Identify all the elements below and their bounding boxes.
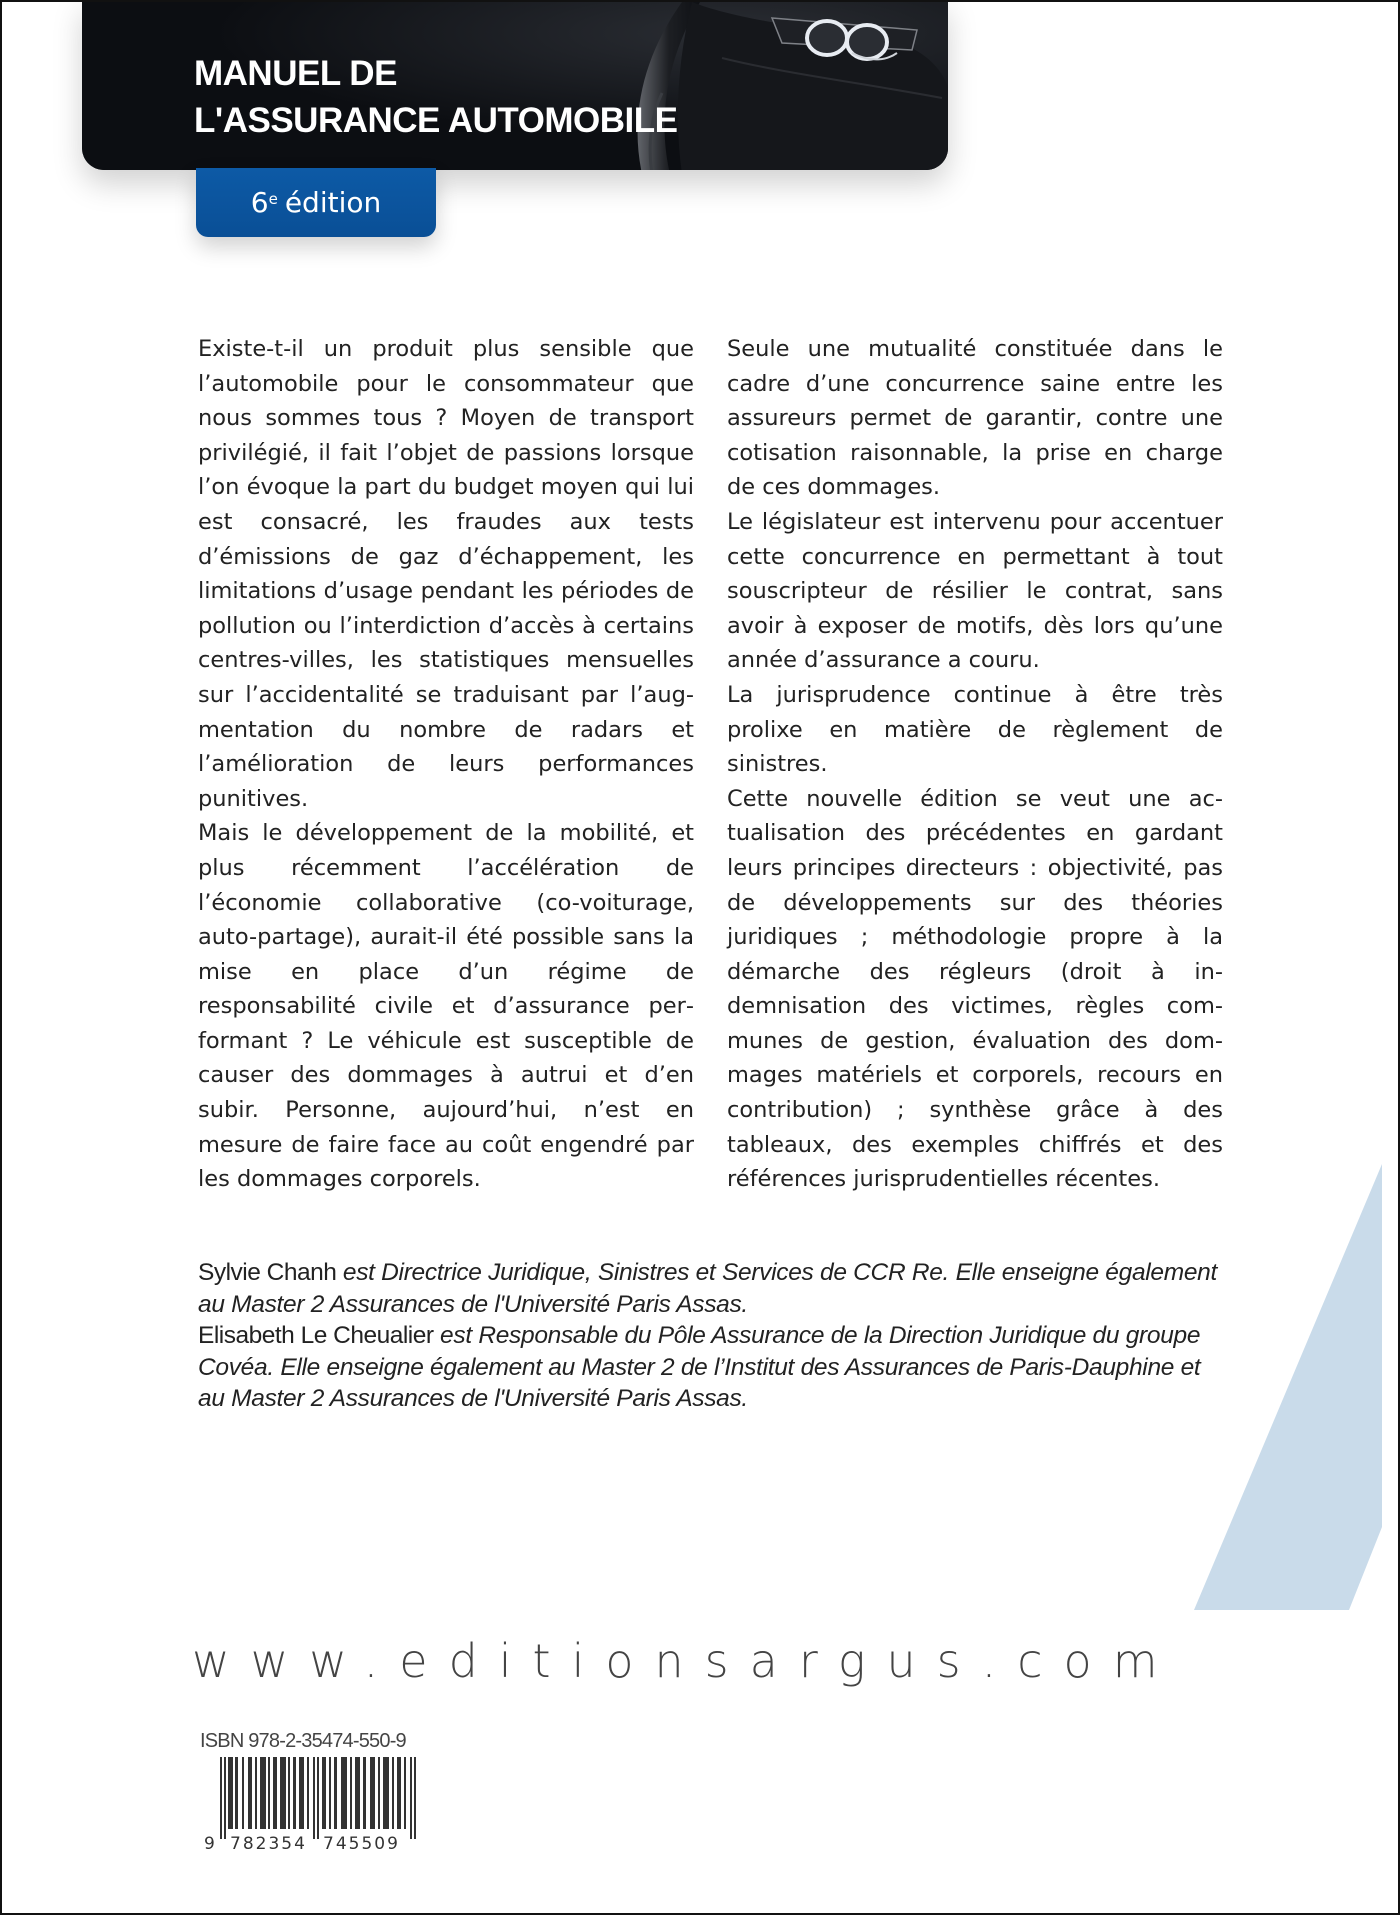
edition-superscript: e xyxy=(268,189,278,208)
author-name: Sylvie Chanh xyxy=(198,1259,337,1286)
blurb-paragraph: Le législateur est intervenu pour accentuer cette concurrence en permettant à tout souscripteur de résilier le contrat, sans avoir à exposer de motifs, dès lors qu’une année d’assurance a couru. xyxy=(727,508,1223,674)
title-line-2: L'ASSURANCE AUTOMOBILE xyxy=(194,101,678,140)
blurb-paragraph: Seule une mutualité constituée dans le cadre d’une concurrence saine entre les assureurs permet de garantir, contre une cotisation raisonnable, la prise en charge de ces dommages. xyxy=(727,336,1223,501)
barcode-lead-digit: 9 xyxy=(204,1834,215,1854)
barcode-digits-right: 745509 xyxy=(323,1834,400,1854)
title-line-1: MANUEL DE xyxy=(194,54,397,93)
blurb-right-column xyxy=(727,332,1223,1197)
author-bio xyxy=(198,1320,1223,1415)
book-title xyxy=(194,50,677,144)
barcode-icon xyxy=(200,1757,440,1857)
blurb-left-column xyxy=(198,332,694,1197)
header-banner xyxy=(82,0,948,170)
blurb-paragraph: La jurisprudence continue à être très prolixe en matière de règlement de sinistres. xyxy=(727,681,1223,778)
author-description: est Directrice Juridique, Sinistres et Services de CCR Re. Elle enseigne également au Master 2 Assurances de l'Université Paris Assas. xyxy=(198,1259,1218,1318)
isbn-label: ISBN 978-2-35474-550-9 xyxy=(200,1730,406,1752)
publisher-website: www.editionsargus.com xyxy=(192,1634,1179,1688)
author-bio xyxy=(198,1257,1223,1320)
edition-label: édition xyxy=(284,186,382,219)
author-description: est Responsable du Pôle Assurance de la Direction Juridique du groupe Covéa. Elle enseigne également au Master 2 de l’Institut des Assurances de Paris-Dauphine et au Master 2 Assurances de l'Université Paris Assas. xyxy=(198,1322,1201,1412)
edition-badge xyxy=(196,168,436,237)
blurb-paragraph: Cette nouvelle édition se veut une actualisation des précédentes en gardant leurs principes directeurs : objectivité, pas de développements sur des théories juridiques ; méthodologie propre à la démarche des régleurs (droit à indemnisation des victimes, règles communes de gestion, évaluation des dommages matériels et corporels, recours en contribution) ; synthèse grâce à des tableaux, des exemples chiffrés et des références jurisprudentielles récentes. xyxy=(727,785,1223,1193)
edition-number: 6 xyxy=(250,186,269,219)
barcode-digits-left: 782354 xyxy=(230,1834,307,1854)
author-name: Elisabeth Le Cheualier xyxy=(198,1322,434,1349)
author-bios xyxy=(198,1257,1223,1415)
blurb-paragraph: Mais le développement de la mobilité, et plus récemment l’accélération de l’économie collaborative (co-voiturage, auto-partage), aurait-il été possible sans la mise en place d’un régime de responsabilité civile et d’assurance performant ? Le véhicule est susceptible de causer des dommages à autrui et d’en subir. Personne, aujourd’hui, n’est en mesure de faire face au coût engendré par les dommages corporels. xyxy=(198,820,694,1193)
blurb-columns xyxy=(198,332,1223,1197)
isbn-block xyxy=(200,1730,450,1857)
blurb-paragraph: Existe-t-il un produit plus sensible que l’automobile pour le consommateur que nous sommes tous ? Moyen de transport privilégié, il fait l’objet de passions lorsque l’on évoque la part du budget moyen qui lui est consacré, les fraudes aux tests d’émissions de gaz d’échappement, les limitations d’usage pendant les périodes de pollution ou l’interdiction d’accès à certains centres-villes, les statistiques mensuelles sur l’accidentalité se traduisant par l’augmentation du nombre de radars et l’amélioration de leurs performances punitives. xyxy=(198,336,694,812)
